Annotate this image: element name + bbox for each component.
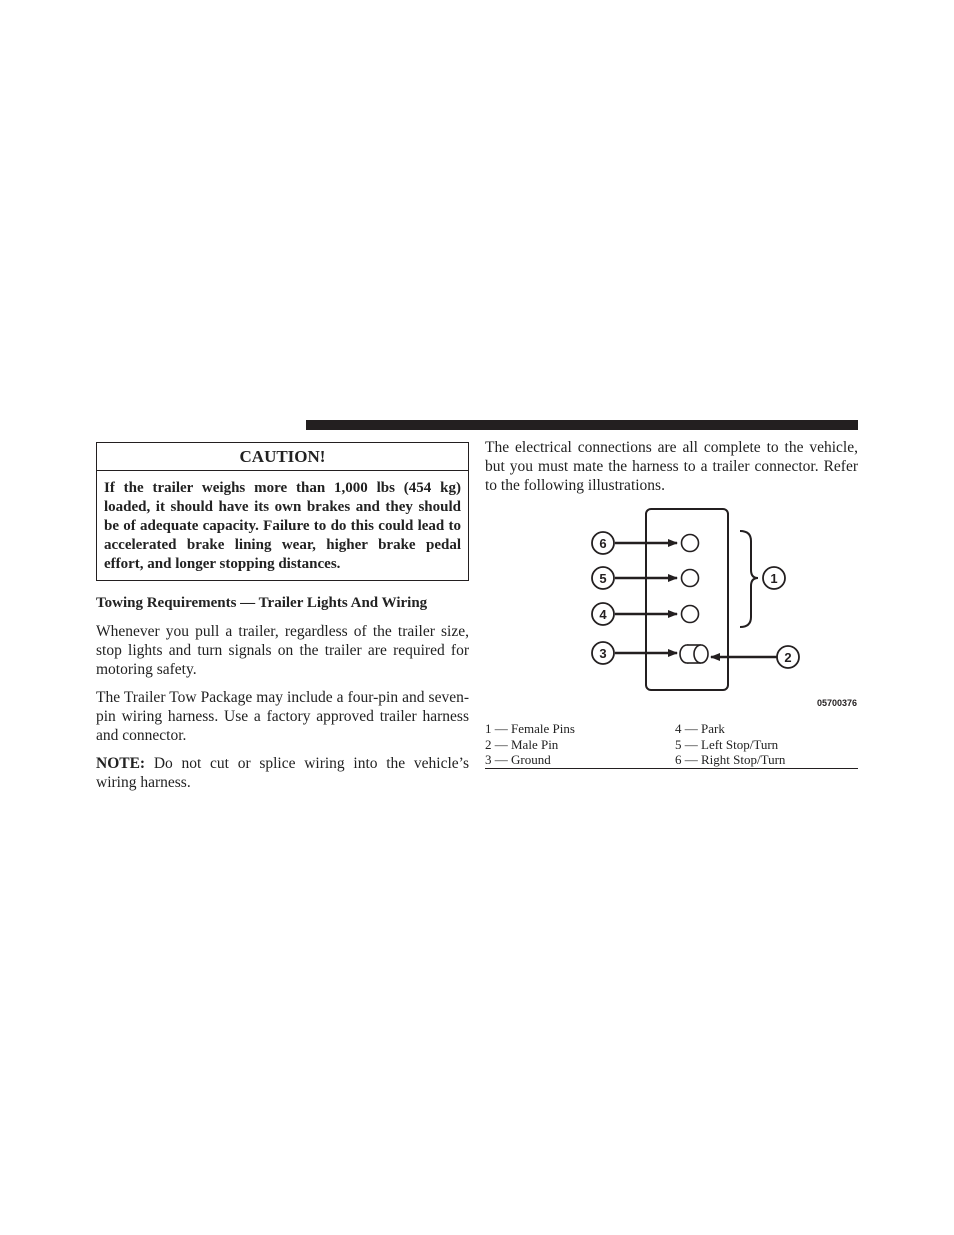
paragraph-lights: Whenever you pull a trailer, regardless of the trailer size, stop lights and turn signals on the trailer are required for motoring safety. xyxy=(96,623,469,678)
callout-3-label: 3 xyxy=(599,646,607,661)
legend-column-2 xyxy=(675,721,785,768)
callout-1-label: 1 xyxy=(770,571,778,586)
note-text: Do not cut or splice wiring into the vehicle’s wiring harness. xyxy=(96,755,469,791)
note-label: NOTE: xyxy=(96,755,146,772)
callout-4-label: 4 xyxy=(599,607,607,622)
callout-5-label: 5 xyxy=(599,571,607,586)
legend-column-1 xyxy=(485,721,575,768)
header-rule xyxy=(306,420,858,430)
section-heading: Towing Requirements — Trailer Lights And Wiring xyxy=(96,595,428,611)
caution-box xyxy=(96,442,469,581)
legend-item-4: 4 — Park xyxy=(675,721,725,736)
caution-body: If the trailer weighs more than 1,000 lbs (454 kg) loaded, it should have its own brakes and they should be of adequate capacity. Failure to do this could lead to accelerated brake lining wear, higher brake pedal effort, and longer stopping distances. xyxy=(104,480,461,572)
connector-illustration xyxy=(485,507,858,717)
callout-2-label: 2 xyxy=(784,650,792,665)
female-pins-bracket xyxy=(740,531,758,627)
right-column xyxy=(485,438,858,767)
legend-rule xyxy=(485,768,858,769)
female-pin-4 xyxy=(682,606,699,623)
female-pin-6 xyxy=(682,535,699,552)
legend-item-2: 2 — Male Pin xyxy=(485,736,559,752)
left-column xyxy=(96,442,469,792)
figure-code: 05700376 xyxy=(816,698,857,708)
male-pin xyxy=(680,645,708,663)
caution-title: CAUTION! xyxy=(97,443,468,471)
legend-item-5: 5 — Left Stop/Turn xyxy=(675,736,779,752)
note-paragraph xyxy=(96,754,469,792)
callout-6-label: 6 xyxy=(599,536,607,551)
figure-legend xyxy=(485,721,858,767)
intro-paragraph: The electrical connections are all complete to the vehicle, but you must mate the harness to a trailer connector. Refer to the following illustrations. xyxy=(485,439,858,494)
legend-item-6: 6 — Right Stop/Turn xyxy=(675,752,786,767)
legend-item-1: 1 — Female Pins xyxy=(485,721,575,736)
legend-item-3: 3 — Ground xyxy=(485,752,551,767)
connector-diagram xyxy=(485,507,858,717)
female-pin-5 xyxy=(682,570,699,587)
paragraph-harness: The Trailer Tow Package may include a four-pin and seven-pin wiring harness. Use a factory approved trailer harness and connector. xyxy=(96,689,469,744)
